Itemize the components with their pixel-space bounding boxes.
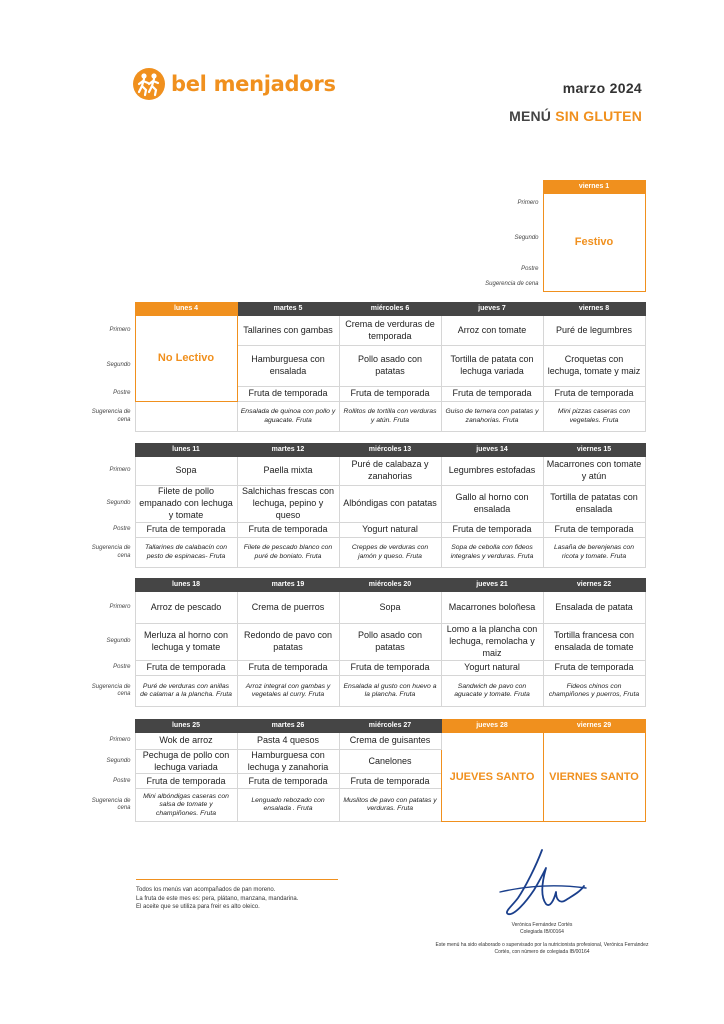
menu-cell: Tortilla de patatas con ensalada (543, 486, 645, 523)
dinner-suggestion: Lasaña de berenjenas con ricota y tomate. Fruta (543, 538, 645, 568)
row-label-sugerencia: Sugerencia de cena (485, 280, 539, 287)
week-table-3 (86, 443, 646, 568)
menu-cell: Pollo asado con patatas (339, 624, 441, 661)
dinner-suggestion: Sandwich de pavo con aguacate y tomate. Fruta (441, 676, 543, 707)
day-header: lunes 4 (135, 303, 237, 316)
menu-cell: Fruta de temporada (237, 661, 339, 676)
day-header: viernes 8 (543, 303, 645, 316)
menu-cell: Tallarines con gambas (237, 316, 339, 346)
row-label-postre: Postre (113, 777, 131, 784)
menu-cell: Tortilla de patata con lechuga variada (441, 346, 543, 387)
menu-cell: Fruta de temporada (339, 387, 441, 402)
menu-cell: Crema de puerros (237, 592, 339, 624)
row-label-segundo: Segundo (106, 500, 131, 507)
dinner-suggestion: Rollitos de tortilla con verduras y atún. Fruta (339, 402, 441, 432)
dinner-suggestion: Ensalada al gusto con huevo a la plancha. Fruta (339, 676, 441, 707)
menu-cell: Yogurt natural (339, 523, 441, 538)
menu-label: MENÚ (509, 108, 552, 124)
menu-cell: Fruta de temporada (543, 661, 645, 676)
handwritten-signature (496, 846, 588, 925)
menu-cell: Ensalada de patata (543, 592, 645, 624)
running-kids-icon (133, 68, 165, 100)
note-oil: El aceite que se utiliza para freir es alto oleico. (136, 904, 260, 911)
day-header: miércoles 27 (339, 720, 441, 733)
day-header: lunes 11 (135, 444, 237, 457)
day-header: viernes 22 (543, 579, 645, 592)
no-lectivo-cell: No Lectivo (135, 316, 237, 402)
menu-cell: Sopa (135, 457, 237, 486)
menu-cell: Redondo de pavo con patatas (237, 624, 339, 661)
dinner-suggestion: Creppes de verduras con jamón y queso. Fruta (339, 538, 441, 568)
dinner-suggestion: Mini albóndigas caseras con salsa de tomate y champiñones. Fruta (135, 789, 237, 822)
week-table-5 (86, 719, 646, 822)
menu-cell: Puré de calabaza y zanahorias (339, 457, 441, 486)
row-label-sugerencia: Sugerencia de cena (91, 409, 131, 423)
week-table-1 (86, 180, 646, 292)
day-header: jueves 21 (441, 579, 543, 592)
jueves-santo-cell: JUEVES SANTO (441, 733, 543, 822)
row-label-primero: Primero (109, 603, 131, 610)
row-label-primero: Primero (109, 326, 131, 333)
footer-divider (136, 879, 338, 880)
day-header: jueves 14 (441, 444, 543, 457)
day-header: lunes 25 (135, 720, 237, 733)
week-table-2 (86, 302, 646, 432)
nutritionist-statement: Este menú ha sido elaborado o supervisado por la nutricionista profesional, Verónica Fernández Cortés, con número de colegiada IB/00164 (435, 942, 649, 956)
day-header: miércoles 6 (339, 303, 441, 316)
menu-cell: Fruta de temporada (543, 523, 645, 538)
dinner-suggestion: Guiso de ternera con patatas y zanahorias. Fruta (441, 402, 543, 432)
menu-cell: Legumbres estofadas (441, 457, 543, 486)
dinner-suggestion: Filete de pescado blanco con puré de boniato. Fruta (237, 538, 339, 568)
signature-name: Verónica Fernández Cortés (511, 922, 573, 928)
menu-cell: Fruta de temporada (135, 774, 237, 789)
dinner-suggestion: Puré de verduras con anillas de calamar a la plancha. Fruta (135, 676, 237, 707)
menu-cell: Crema de verduras de temporada (339, 316, 441, 346)
dinner-suggestion: Mini pizzas caseras con vegetales. Fruta (543, 402, 645, 432)
menu-cell: Fruta de temporada (237, 774, 339, 789)
row-label-sugerencia: Sugerencia de cena (91, 798, 131, 812)
menu-cell: Fruta de temporada (135, 523, 237, 538)
row-label-sugerencia: Sugerencia de cena (91, 683, 131, 697)
signature-caption (480, 922, 604, 936)
day-header: jueves 28 (441, 720, 543, 733)
menu-cell: Fruta de temporada (441, 523, 543, 538)
menu-cell: Gallo al horno con ensalada (441, 486, 543, 523)
dinner-suggestion: Tallarines de calabacín con pesto de espinacas- Fruta (135, 538, 237, 568)
day-header: viernes 15 (543, 444, 645, 457)
note-bread: Todos los menús van acompañados de pan moreno. (136, 887, 276, 893)
menu-cell: Fruta de temporada (237, 523, 339, 538)
viernes-santo-cell: VIERNES SANTO (543, 733, 645, 822)
dinner-suggestion: Arroz integral con gambas y vegetales al curry. Fruta (237, 676, 339, 707)
row-label-primero: Primero (517, 200, 539, 207)
signature-id: Colegiada IB/00164 (520, 929, 564, 935)
row-label-postre: Postre (521, 266, 539, 273)
festivo-cell: Festivo (543, 194, 645, 292)
brand-logo (133, 68, 336, 100)
menu-cell-empty (135, 402, 237, 432)
row-label-postre: Postre (113, 664, 131, 671)
row-label-segundo: Segundo (106, 638, 131, 645)
menu-cell: Wok de arroz (135, 733, 237, 750)
day-header: martes 5 (237, 303, 339, 316)
menu-cell: Hamburguesa con ensalada (237, 346, 339, 387)
menu-cell: Pollo asado con patatas (339, 346, 441, 387)
menu-cell: Canelones (339, 750, 441, 774)
menu-cell: Crema de guisantes (339, 733, 441, 750)
menu-cell: Croquetas con lechuga, tomate y maiz (543, 346, 645, 387)
menu-title (509, 108, 642, 124)
menu-cell: Arroz con tomate (441, 316, 543, 346)
menu-cell: Albóndigas con patatas (339, 486, 441, 523)
row-label-segundo: Segundo (514, 234, 539, 241)
menu-cell: Pechuga de pollo con lechuga variada (135, 750, 237, 774)
menu-cell: Fruta de temporada (339, 774, 441, 789)
menu-cell: Paella mixta (237, 457, 339, 486)
menu-cell: Sopa (339, 592, 441, 624)
day-header: martes 26 (237, 720, 339, 733)
brand-name: bel menjadors (171, 72, 336, 96)
note-fruit: La fruta de este mes es: pera, plátano, manzana, mandarina. (136, 895, 299, 902)
menu-cell: Fruta de temporada (339, 661, 441, 676)
menu-cell: Tortilla francesa con ensalada de tomate (543, 624, 645, 661)
day-header: viernes 29 (543, 720, 645, 733)
menu-cell: Macarrones boloñesa (441, 592, 543, 624)
menu-cell: Fruta de temporada (135, 661, 237, 676)
menu-cell: Pasta 4 quesos (237, 733, 339, 750)
menu-cell: Fruta de temporada (237, 387, 339, 402)
row-label-segundo: Segundo (106, 758, 131, 765)
day-header: jueves 7 (441, 303, 543, 316)
dinner-suggestion: Sopa de cebolla con fideos integrales y verduras. Fruta (441, 538, 543, 568)
day-header: miércoles 13 (339, 444, 441, 457)
menu-cell: Fruta de temporada (441, 387, 543, 402)
menu-cell: Lomo a la plancha con lechuga, remolacha y maiz (441, 624, 543, 661)
day-header: miércoles 20 (339, 579, 441, 592)
menu-cell: Salchichas frescas con lechuga, pepino y queso (237, 486, 339, 523)
menu-cell: Macarrones con tomate y atún (543, 457, 645, 486)
menu-month: marzo 2024 (562, 80, 642, 96)
menu-cell: Fruta de temporada (543, 387, 645, 402)
footer-notes (136, 886, 298, 912)
dinner-suggestion: Fideos chinos con champiñones y puerros, Fruta (543, 676, 645, 707)
menu-cell: Puré de legumbres (543, 316, 645, 346)
menu-cell: Filete de pollo empanado con lechuga y tomate (135, 486, 237, 523)
day-header: viernes 1 (543, 181, 645, 194)
dinner-suggestion: Muslitos de pavo con patatas y verduras. Fruta (339, 789, 441, 822)
menu-type: SIN GLUTEN (555, 108, 642, 124)
day-header: lunes 18 (135, 579, 237, 592)
row-label-primero: Primero (109, 467, 131, 474)
row-label-postre: Postre (113, 390, 131, 397)
dinner-suggestion: Ensalada de quinoa con pollo y aguacate. Fruta (237, 402, 339, 432)
day-header: martes 19 (237, 579, 339, 592)
day-header: martes 12 (237, 444, 339, 457)
week-table-4 (86, 578, 646, 707)
row-label-primero: Primero (109, 737, 131, 744)
dinner-suggestion: Lenguado rebozado con ensalada . Fruta (237, 789, 339, 822)
menu-cell: Merluza al horno con lechuga y tomate (135, 624, 237, 661)
menu-cell: Arroz de pescado (135, 592, 237, 624)
menu-cell: Yogurt natural (441, 661, 543, 676)
row-label-postre: Postre (113, 526, 131, 533)
row-label-segundo: Segundo (106, 362, 131, 369)
menu-cell: Hamburguesa con lechuga y zanahoria (237, 750, 339, 774)
row-label-sugerencia: Sugerencia de cena (91, 545, 131, 559)
